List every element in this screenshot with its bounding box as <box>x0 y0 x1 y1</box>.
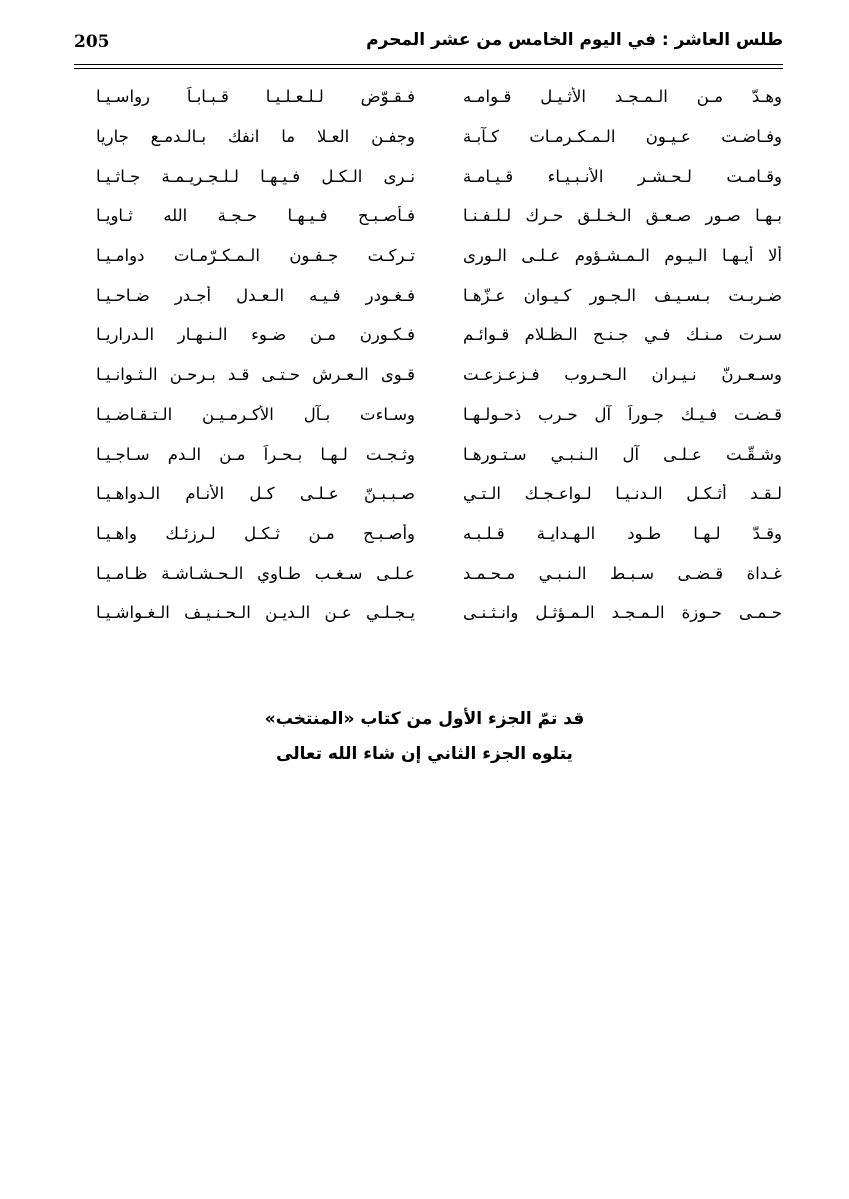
verse-line <box>96 315 782 355</box>
first-hemistich: سـرت مـنـك فـي جـنـح الـظـلام قـوائـم <box>463 325 782 345</box>
verse-line <box>96 196 782 236</box>
header-rule <box>74 64 783 65</box>
verse-line <box>96 355 782 395</box>
second-hemistich: صـبـبـنّ عـلـى كـل الأنـام الـدواهـيـا <box>96 484 415 504</box>
verse-line <box>96 156 782 196</box>
verse-line <box>96 236 782 276</box>
second-hemistich: تـركـت جـفـون الـمـكـرّمـات دوامـيـا <box>96 246 415 266</box>
verse-line <box>96 553 782 593</box>
colophon <box>0 702 849 772</box>
verse-line <box>96 474 782 514</box>
verse-line <box>96 77 782 117</box>
first-hemistich: وقـامـت لـحـشـر الأنـبـيـاء قـيـامـة <box>463 166 782 186</box>
poem <box>96 77 782 633</box>
second-hemistich: فـكـورن مـن ضـوء الـنـهـار الـدراريـا <box>96 325 415 345</box>
page-header <box>74 30 783 64</box>
first-hemistich: ضـربـت بـسـيـف الـجـور كـيـوان عـزّهـا <box>463 285 782 305</box>
header-rule <box>74 68 783 69</box>
running-title: طلس العاشر : في اليوم الخامس من عشر المحرم <box>366 30 783 50</box>
colophon-line-1: قد تمّ الجزء الأول من كتاب «المنتخب» <box>264 709 585 729</box>
second-hemistich: فـأصـبـح فـيـهـا حـجـة الله ثـاويـا <box>96 206 415 226</box>
second-hemistich: عـلـى سـغـب طـاوي الـحـشـاشـة ظـامـيـا <box>96 563 415 583</box>
second-hemistich: قـوى الـعـرش حـتـى قـد بـرحـن الـثـوانـيـا <box>96 365 415 385</box>
verse-line <box>96 514 782 554</box>
second-hemistich: وثـجـت لـهـا بـحـراً مـن الـدم سـاجـيـا <box>96 444 415 464</box>
second-hemistich: فـقـوّض لـلـعـلـيـا قـبـابـاً رواسـيـا <box>96 87 415 107</box>
first-hemistich: لـقـد أثـكـل الـدنـيـا لـواعـجـك الـتـي <box>463 484 782 504</box>
second-hemistich: وسـاءت بـآل الأكـرمـيـن الـتـقـاضـيـا <box>96 404 415 424</box>
first-hemistich: وهـدّ مـن الـمـجـد الأثـيـل قـوامـه <box>463 87 782 107</box>
verse-line <box>96 275 782 315</box>
first-hemistich: وشـقّـت عـلـى آل الـنـبـي سـتـورهـا <box>463 444 782 464</box>
first-hemistich: وسـعـرنّ نـيـران الـحـروب فـزعـزعـت <box>463 365 782 385</box>
second-hemistich: وأصـبـح مـن ثـكـل لـرزئـك واهـيـا <box>96 523 415 543</box>
first-hemistich: حـمـى حـوزة الـمـجـد الـمـؤثـل وانـثـنـى <box>463 603 782 623</box>
verse-line <box>96 395 782 435</box>
second-hemistich: يـجـلـي عـن الـديـن الـحـنـيـف الـغـواشـيـا <box>96 603 415 623</box>
second-hemistich: وجفـن العـلا ما انفك بـالـدمـع جاريا <box>96 127 415 147</box>
verse-line <box>96 593 782 633</box>
verse-line <box>96 434 782 474</box>
second-hemistich: فـغـودر فـيـه الـعـدل أجـدر ضـاحـيـا <box>96 285 415 305</box>
first-hemistich: وفـاضـت عـيـون الـمـكـرمـات كـآبـة <box>463 127 782 147</box>
first-hemistich: وقـدّ لـهـا طـود الـهـدايـة قـلـبـه <box>463 523 782 543</box>
first-hemistich: قـضـت فـيـك جـوراً آل حـرب ذحـولـهـا <box>463 404 782 424</box>
first-hemistich: بـهـا صـور صـعـق الـخـلـق حـرك لـلـفـنـا <box>463 206 782 226</box>
second-hemistich: نـرى الـكـل فـيـهـا لـلـجـريـمـة جـاثـيـا <box>96 166 415 186</box>
first-hemistich: ألا أيـهـا الـيـوم الـمـشـؤوم عـلـى الـورى <box>463 246 782 266</box>
page-number: 205 <box>74 32 110 52</box>
first-hemistich: غـداة قـضـى سـبـط الـنـبـي مـحـمـد <box>463 563 782 583</box>
colophon-line-2: يتلوه الجزء الثاني إن شاء الله تعالى <box>276 744 573 764</box>
verse-line <box>96 117 782 157</box>
